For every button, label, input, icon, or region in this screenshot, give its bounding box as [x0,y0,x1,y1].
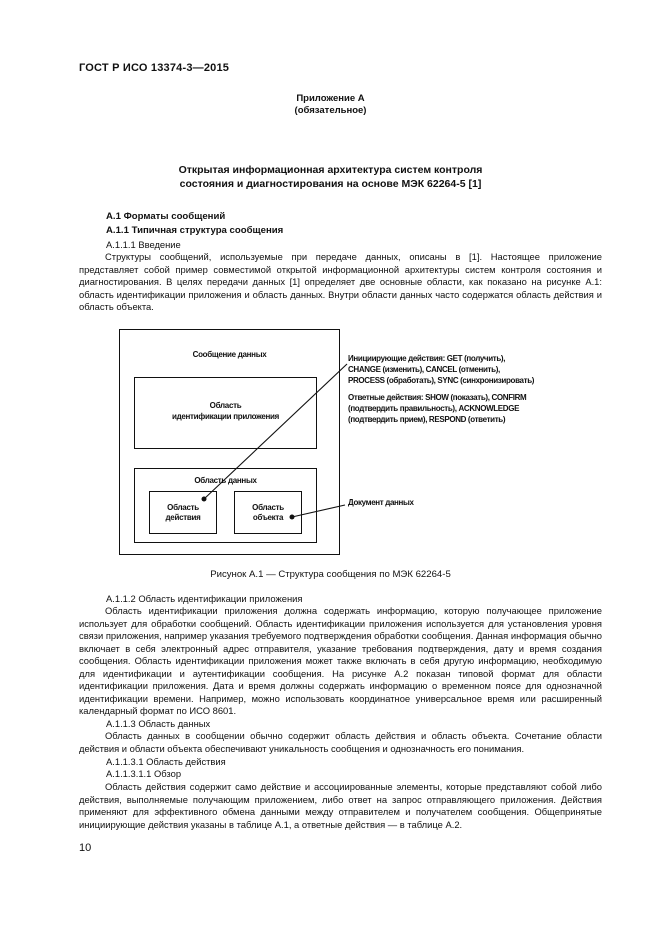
object-area-label-line-2: объекта [252,513,284,522]
title-line-1: Открытая информационная архитектура систем контроля [178,164,483,176]
figure-caption: Рисунок А.1 — Структура сообщения по МЭК 62264-5 [210,569,451,580]
initiating-actions-annotation [348,353,534,386]
section-a113-heading: А.1.1.3 Область данных [106,718,211,729]
initiating-actions-line-1: Инициирующие действия: GET (получить), [348,354,506,363]
response-actions-annotation [348,392,526,425]
section-a1131-heading: А.1.1.3.1 Область действия [106,756,226,767]
app-id-area-label-line-1: Область [209,401,242,410]
action-area-label-line-2: действия [165,513,201,522]
response-actions-line-1: Ответные действия: SHOW (показать), CONFIRM [348,393,527,402]
action-area-label-line-1: Область [167,503,199,512]
paragraph-text: Область данных в сообщении обычно содержит область действия и область объекта. Сочетание области действия и области объекта обеспечивают уникальность сообщения и однозначность его понимания. [79,730,602,754]
appendix-status: (обязательное) [294,105,367,116]
data-document-annotation: Документ данных [348,498,414,507]
object-area-label-line-1: Область [252,503,284,512]
initiating-actions-line-2: CHANGE (изменить), CANCEL (отменить), [348,365,500,374]
title-line-2: состояния и диагностирования на основе МЭК 62264-5 [1] [179,178,482,190]
paragraph-app-id [79,605,602,718]
action-connector-line [204,364,347,499]
object-connector-dot [290,515,295,520]
data-area-label: Область данных [194,476,257,485]
response-actions-line-3: (подтвердить прием), RESPOND (ответить) [348,415,506,424]
paragraph-text: Структуры сообщений, используемые при передаче данных, описаны в [1]. Настоящее приложение представляет собой пример совместимой открытой информационной архитектуры систем контроля состояния и диагностирования. В целях передачи данных [1] определяет две основные области, как показано на рисунке А.1: область идентификации приложения и область данных. Внутри области данных часто содержатся область действия и область объекта. [79,251,602,312]
initiating-actions-line-3: PROCESS (обработать), SYNC (синхронизировать) [348,376,535,385]
paragraph-text: Область действия содержит само действие и ассоциированные элементы, которые представляют собой либо действия, выполняемые получающим приложением, либо ответ на запрос отправляющего приложения. Действия применяют для эффективного обмена данными между отправителем и получателем сообщения. Общепринятые инициирующие действия указаны в таблице А.1, а ответные действия — в таблице А.2. [79,781,602,830]
app-id-area-label-line-2: идентификации приложения [171,412,280,421]
response-actions-line-2: (подтвердить правильность), ACKNOWLEDGE [348,404,520,413]
section-a111-heading: А.1.1.1 Введение [106,239,181,250]
section-a112-heading: А.1.1.2 Область идентификации приложения [106,593,303,604]
message-data-label: Сообщение данных [192,350,267,359]
appendix-label: Приложение А [296,93,365,104]
section-a11-heading: А.1.1 Типичная структура сообщения [106,225,284,236]
action-connector-dot [202,497,207,502]
paragraph-data-area [79,730,602,755]
page-number: 10 [79,842,92,854]
section-a1-heading: А.1 Форматы сообщений [106,211,226,222]
section-a11311-heading: А.1.1.3.1.1 Обзор [106,768,182,779]
paragraph-text: Область идентификации приложения должна содержать информацию, которую получающее приложение использует для обработки сообщений. Область идентификации приложения используется для установления уровня связи приложения, например указания требуемого подтверждения обработки сообщения. Данная информация обычно включает в себя электронный адрес отправителя, указание требования подтверждения, дату и время создания сообщения. Область идентификации приложения может также включать в себя другую информацию, необходимую для идентификации и аутентификации сообщения. На рисунке А.2 показан типовой формат для области идентификации приложения. Дата и время должны содержать информацию о временном поясе для однозначной идентификации времени. Например, можно использовать координатное универсальное время или расширенный календарный формат по ИСО 8601. [79,605,602,716]
standard-header: ГОСТ Р ИСО 13374-3—2015 [79,62,230,74]
paragraph-action-overview [79,781,602,831]
object-connector-line [292,505,345,517]
